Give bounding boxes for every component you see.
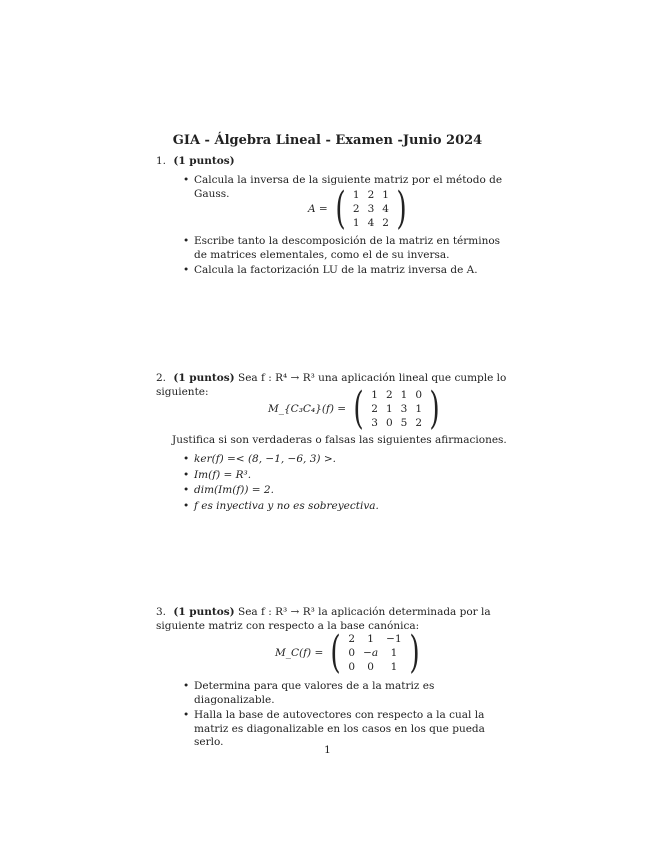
right-paren: ) xyxy=(429,383,440,434)
cell: 0 xyxy=(367,661,374,673)
left-paren: ( xyxy=(330,627,341,678)
cell: 1 xyxy=(415,403,422,415)
question-1-bullet-1: • Calcula la inversa de la siguiente matriz por el método de Gauss. xyxy=(183,174,513,201)
question-1-points: (1 puntos) xyxy=(173,155,235,167)
question-2-prompt: Justifica si son verdaderas o falsas las siguientes afirmaciones. xyxy=(172,434,507,446)
cell: 1 xyxy=(390,647,398,659)
question-2-bullet-2: • Im(f) = R³. xyxy=(183,469,513,483)
cell: −a xyxy=(363,647,379,659)
page-number: 1 xyxy=(324,744,331,756)
cell: 2 xyxy=(352,203,360,215)
cell: 1 xyxy=(367,633,374,645)
question-1-number: 1. xyxy=(156,155,167,167)
matrix-table xyxy=(349,188,393,230)
question-2-bullet-4: • f es inyectiva y no es sobreyectiva. xyxy=(183,500,513,514)
question-1-header xyxy=(156,154,235,168)
cell: 4 xyxy=(382,203,389,215)
matrix-lhs: M_{C₃C₄}(f) = xyxy=(268,403,347,415)
question-3-number: 3. xyxy=(156,606,167,618)
right-paren: ) xyxy=(396,183,407,234)
cell: 4 xyxy=(367,217,375,229)
cell: 3 xyxy=(367,203,375,215)
question-1-list-b xyxy=(183,235,513,280)
question-2-points: (1 puntos) xyxy=(173,372,235,384)
cell: 1 xyxy=(385,403,393,415)
question-3-list xyxy=(183,680,513,752)
cell: 0 xyxy=(348,661,356,673)
exam-title: GIA - Álgebra Lineal - Examen -Junio 2024 xyxy=(172,133,483,148)
cell: 2 xyxy=(367,189,375,201)
cell: 1 xyxy=(371,389,378,401)
question-2-number: 2. xyxy=(156,372,167,384)
question-3-bullet-2: • Halla la base de autovectores con respecto a la cual la matriz es diagonalizable en los casos en los que pueda serlo. xyxy=(183,709,513,750)
cell: 1 xyxy=(400,389,408,401)
matrix-table xyxy=(367,388,426,430)
cell: 0 xyxy=(348,647,356,659)
question-1-bullet-2: • Escribe tanto la descomposición de la matriz en términos de matrices elementales, como el de su inversa. xyxy=(183,235,513,262)
cell: 0 xyxy=(415,389,422,401)
question-3-intro: Sea f : R³ → R³ la aplicación determinada por la siguiente matriz con respecto a la base canónica: xyxy=(156,606,491,632)
question-2-list xyxy=(183,453,513,515)
question-2-bullet-1: • ker(f) =< (8, −1, −6, 3) >. xyxy=(183,453,513,467)
matrix-lhs: M_C(f) = xyxy=(275,647,324,659)
cell: 2 xyxy=(415,417,422,429)
question-1-matrix xyxy=(308,183,410,234)
question-3-bullet-1: • Determina para que valores de a la matriz es diagonalizable. xyxy=(183,680,513,707)
matrix-table xyxy=(344,632,405,674)
right-paren: ) xyxy=(409,627,420,678)
cell: 0 xyxy=(385,417,393,429)
cell: 1 xyxy=(352,189,360,201)
cell: 2 xyxy=(348,633,356,645)
left-paren: ( xyxy=(353,383,364,434)
cell: 1 xyxy=(352,217,360,229)
question-2-matrix xyxy=(268,383,443,434)
cell: 2 xyxy=(371,403,378,415)
question-2-intro: Sea f : R⁴ → R³ una aplicación lineal que cumple lo siguiente: xyxy=(156,372,507,398)
cell: 1 xyxy=(382,189,389,201)
question-2-bullet-3: • dim(Im(f)) = 2. xyxy=(183,484,513,498)
matrix-lhs: A = xyxy=(308,203,328,215)
cell: 5 xyxy=(400,417,408,429)
cell: 3 xyxy=(371,417,378,429)
cell: 3 xyxy=(400,403,408,415)
question-1-bullet-3: • Calcula la factorización LU de la matriz inversa de A. xyxy=(183,264,513,278)
cell: 2 xyxy=(382,217,389,229)
left-paren: ( xyxy=(335,183,346,234)
cell: 2 xyxy=(385,389,393,401)
cell: 1 xyxy=(390,661,398,673)
cell: −1 xyxy=(386,633,402,645)
question-3-matrix xyxy=(275,627,423,678)
question-3-points: (1 puntos) xyxy=(173,606,235,618)
